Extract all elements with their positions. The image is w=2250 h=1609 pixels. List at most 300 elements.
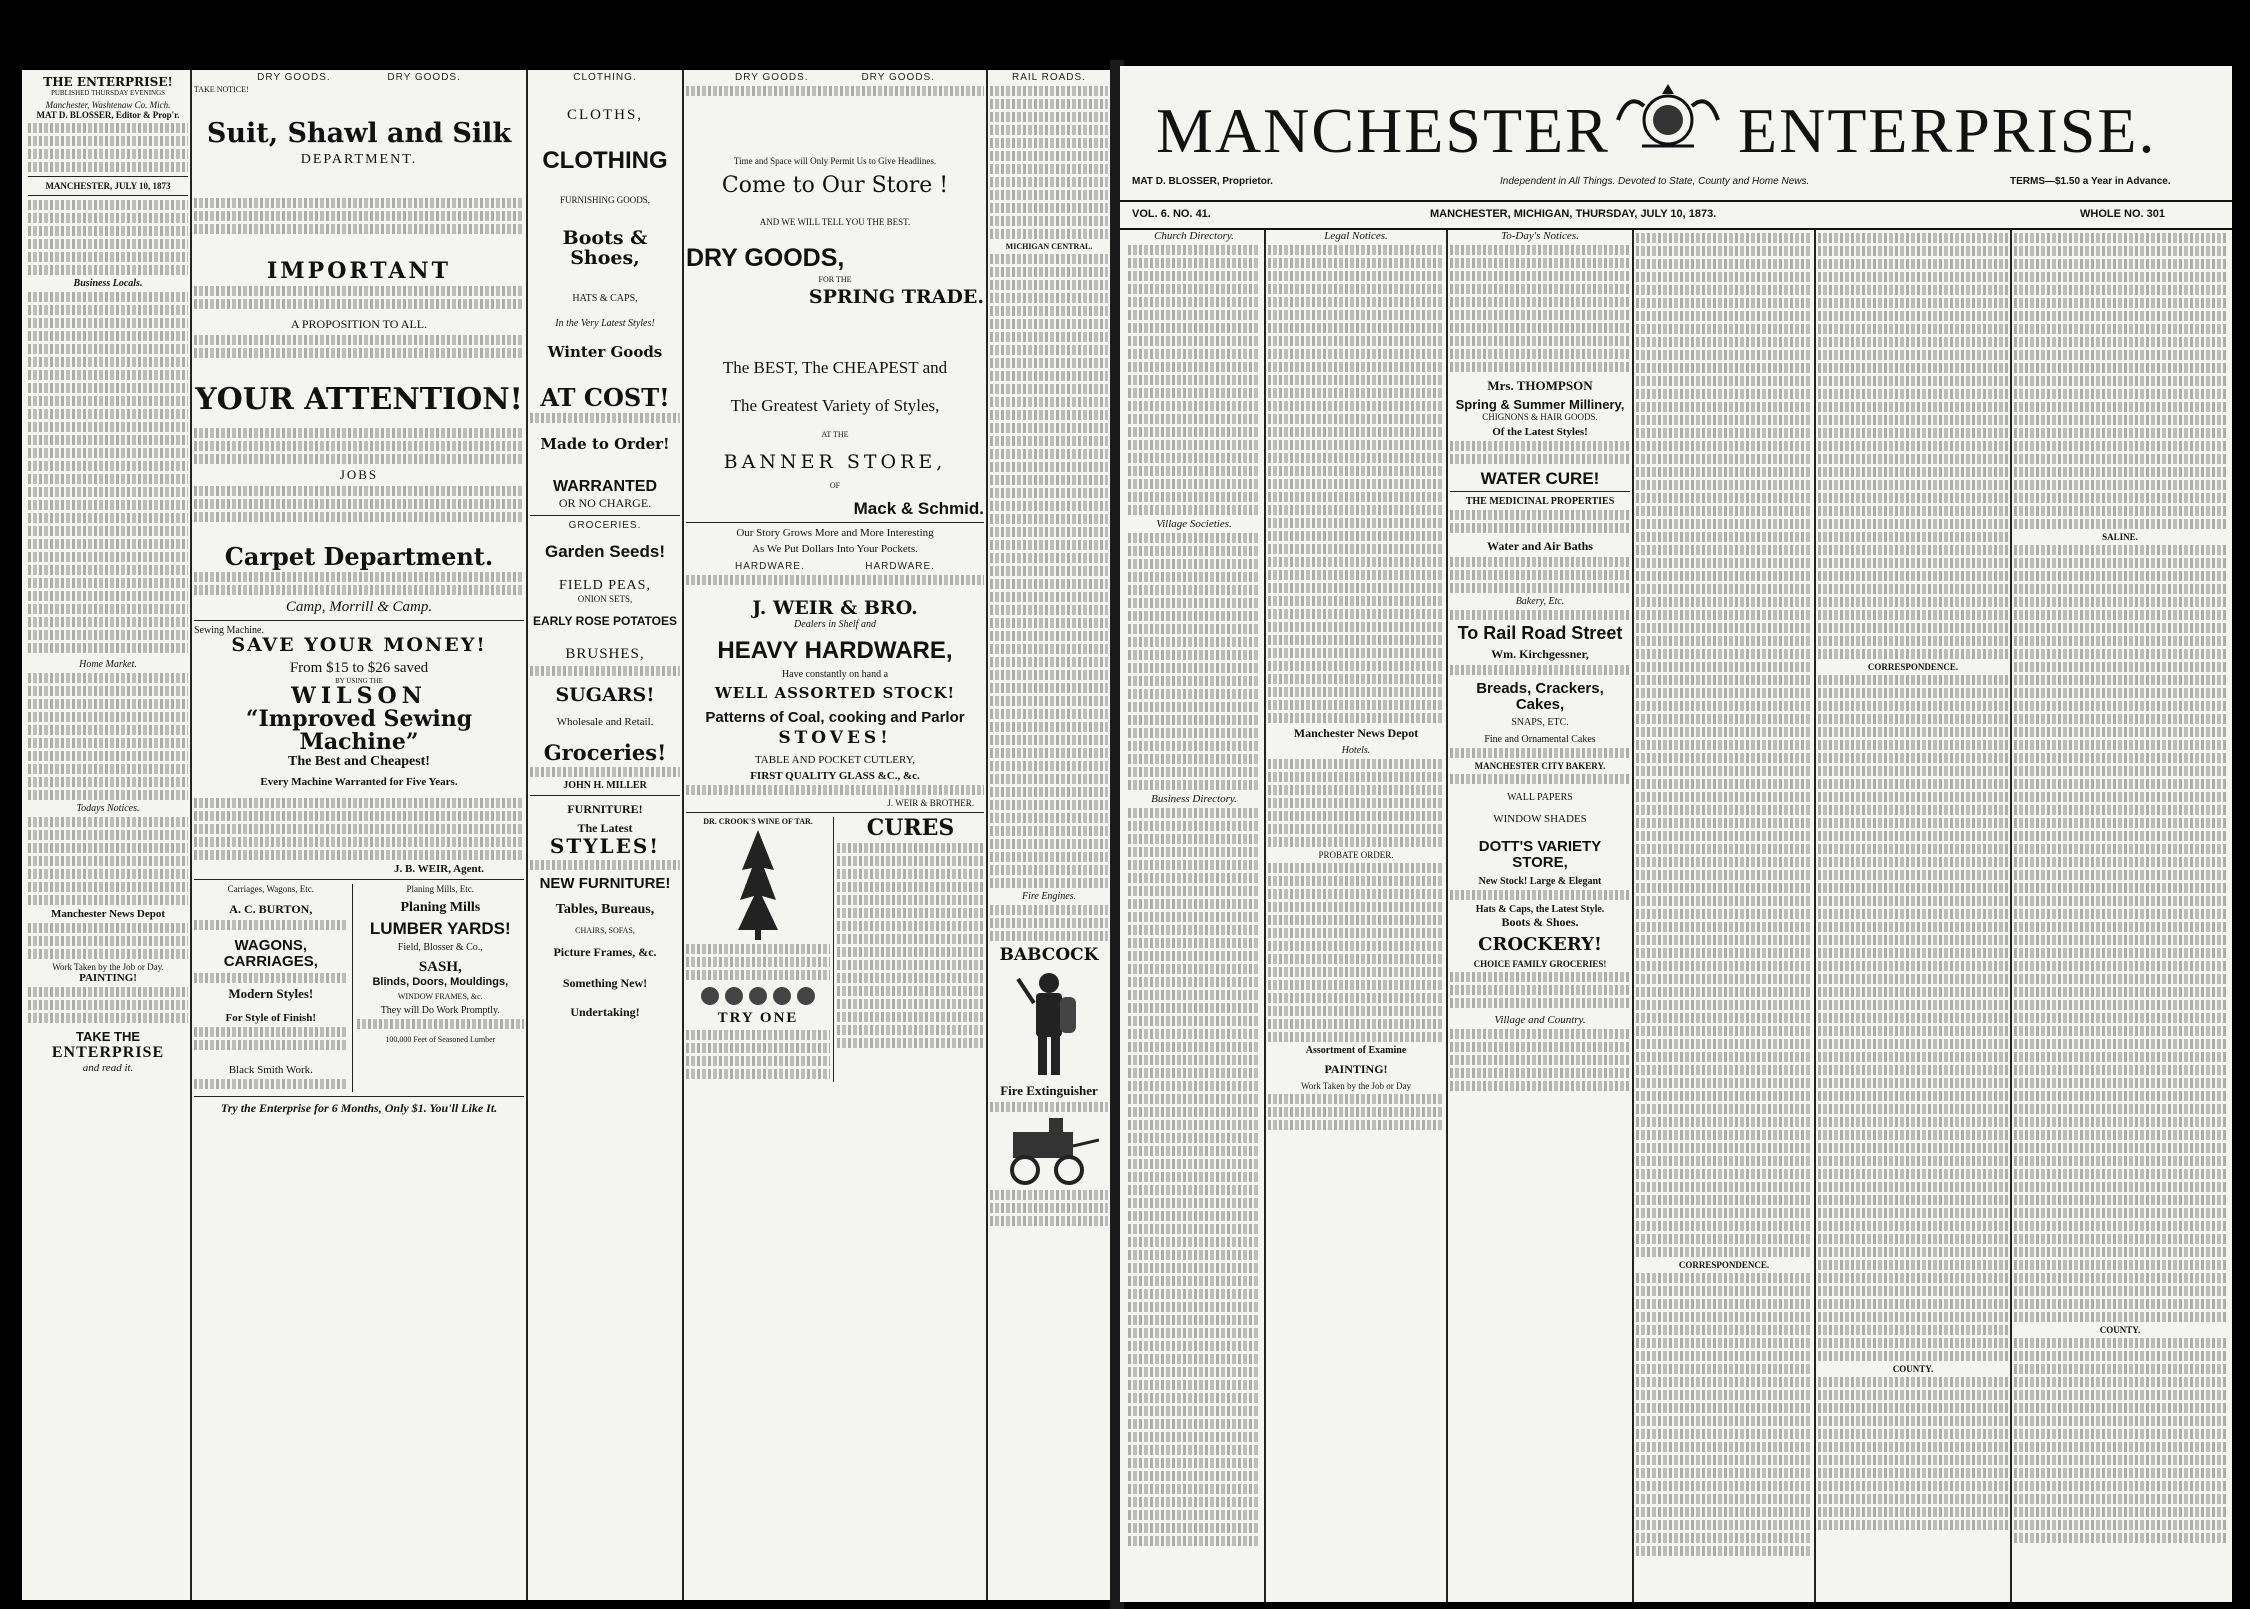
body-text-line [1636,714,1812,724]
body-text-line [2014,948,2226,958]
body-text-line [1128,440,1260,450]
body-text-line [28,383,188,393]
right-columns [1120,230,2232,1602]
table-pocket-cutlery: TABLE AND POCKET CUTLERY, [754,753,916,766]
body-text-line [1450,523,1630,533]
body-text-line [1818,1195,2008,1205]
right-page [1120,66,2232,1602]
new-furniture: NEW FURNITURE! [539,875,671,893]
body-text-line [2014,1143,2226,1153]
body-text-line [194,286,524,296]
body-text-line [1128,349,1260,359]
body-text-line [194,585,524,595]
body-text-line [1818,324,2008,334]
body-text-line [1636,363,1812,373]
body-text-line [530,413,680,423]
body-text-line [1818,532,2008,542]
body-text-line [28,200,188,210]
body-text-line [990,190,1108,200]
body-text-line [1636,1520,1812,1530]
body-text-line [1268,258,1444,268]
body-text-line [1128,427,1260,437]
body-text-line [1128,1224,1260,1234]
body-text-line [2014,1091,2226,1101]
body-text-line [1636,454,1812,464]
body-text-line [990,138,1108,148]
body-text-line [1128,310,1260,320]
body-text-line [1450,972,1630,982]
body-text-line [28,239,188,249]
body-text-line [28,817,188,827]
body-text-line [1636,558,1812,568]
body-text-line [990,254,1108,264]
body-text-line [1636,1182,1812,1192]
masthead [1120,66,2232,186]
heavy-hardware: HEAVY HARDWARE, [717,637,953,664]
hotels: Hotels. [1341,745,1371,756]
kirchgessner: Wm. Kirchgessner, [1491,647,1589,662]
body-text-line [990,488,1108,498]
of: OF [829,481,841,491]
body-text-line [837,973,984,983]
body-text-line [1268,954,1444,964]
body-text-line [1268,284,1444,294]
body-text-line [1268,622,1444,632]
business-locals-heading: Business Locals. [73,277,143,289]
body-text-line [2014,714,2226,724]
fire-engines: Fire Engines. [1021,891,1077,902]
body-text-line [1268,596,1444,606]
banner-store: BANNER STORE, [723,451,947,474]
body-text-line [990,293,1108,303]
body-text-line [1636,285,1812,295]
body-text-line [2014,493,2226,503]
body-text-line [1818,1286,2008,1296]
body-text-line [1636,623,1812,633]
body-text-line [1268,505,1444,515]
body-text-line [2014,649,2226,659]
chignons: CHIGNONS & HAIR GOODS. [1482,411,1598,422]
body-text-line [2014,1429,2226,1439]
right-col-2 [1268,230,1444,1602]
body-text-line [2014,662,2226,672]
body-text-line [1128,1029,1260,1039]
body-text-line [1128,650,1260,660]
left-col-2 [194,70,524,1600]
body-text-line [1818,805,2008,815]
body-text-line [1268,967,1444,977]
body-text-line [2014,831,2226,841]
section-dry-goods-3: DRY GOODS. [735,72,809,83]
body-text-line [1128,1159,1260,1169]
planing-mills: Planing Mills [400,900,481,916]
body-text-line [1450,258,1630,268]
body-text-line [1818,298,2008,308]
body-text-line [1636,376,1812,386]
body-text-line [1818,1429,2008,1439]
body-text-line [28,843,188,853]
body-text-line [28,448,188,458]
patterns-coal: Patterns of Coal, cooking and Parlor [705,708,965,726]
body-text-line [2014,935,2226,945]
body-text-line [2014,870,2226,880]
body-text-line [1268,876,1444,886]
body-text-line [2014,519,2226,529]
body-text-line [1128,492,1260,502]
body-text-line [2014,779,2226,789]
body-text-line [2014,1273,2226,1283]
body-text-line [990,618,1108,628]
body-text-line [1268,362,1444,372]
body-text-line [1636,727,1812,737]
right-col-3 [1450,230,1630,1602]
body-text-line [194,428,524,438]
body-text-line [28,856,188,866]
crockery: CROCKERY! [1478,934,1602,956]
correspondence-2: CORRESPONDENCE. [1867,662,1959,672]
body-text-line [1636,1052,1812,1062]
body-text-line [1268,375,1444,385]
body-text-line [1128,1497,1260,1507]
body-text-line [1818,688,2008,698]
early-rose: EARLY ROSE POTATOES [532,614,678,629]
body-text-line [990,319,1108,329]
story-grows: Our Story Grows More and More Interesting [736,527,934,540]
body-text-line [530,860,680,870]
body-text-line [990,151,1108,161]
terms: TERMS—$1.50 a Year in Advance. [2010,176,2171,187]
time-and-space: Time and Space will Only Permit Us to Give Headlines. [733,156,937,166]
right-col-6 [2014,230,2226,1602]
body-text-line [28,923,188,933]
body-text-line [28,830,188,840]
body-text-line [1818,441,2008,451]
wagons-carriages: WAGONS, CARRIAGES, [223,937,318,971]
body-text-line [1818,870,2008,880]
body-text-line [1636,896,1812,906]
body-text-line [1636,259,1812,269]
take-the: TAKE THE [75,1028,141,1044]
body-text-line [1128,951,1260,961]
jobs: JOBS [339,466,379,482]
body-text-line [1818,1065,2008,1075]
body-text-line [990,657,1108,667]
fire-extinguisher: Fire Extinguisher [1000,1082,1098,1098]
best-cheapest-and: The BEST, The CHEAPEST and [722,358,948,378]
body-text-line [1450,557,1630,567]
column-rule [682,70,684,1600]
body-text-line [1268,687,1444,697]
body-text-line [2014,701,2226,711]
body-text-line [2014,753,2226,763]
body-text-line [1268,928,1444,938]
body-text-line [1450,1068,1630,1078]
body-text-line [1268,440,1444,450]
body-text-line [2014,1351,2226,1361]
medicine-bottles-illustration [698,984,818,1006]
body-text-line [194,454,524,464]
body-text-line [1268,609,1444,619]
body-text-line [837,908,984,918]
rail-road-street: To Rail Road Street [1457,623,1623,644]
take-notice: TAKE NOTICE! [194,85,249,94]
body-text-line [1636,1312,1812,1322]
body-text-line [1636,1221,1812,1231]
fire-engine-illustration [999,1116,1099,1186]
body-text-line [1818,1390,2008,1400]
body-text-line [1128,1146,1260,1156]
body-text-line [1636,1234,1812,1244]
by-using: BY USING THE [335,677,383,686]
weir-bro: J. WEIR & BRO. [752,597,918,620]
body-text-line [1128,1289,1260,1299]
body-text-line [1818,376,2008,386]
body-text-line [28,699,188,709]
body-text-line [1636,740,1812,750]
water-cure: WATER CURE! [1480,468,1600,488]
body-text-line [990,774,1108,784]
body-text-line [1636,1195,1812,1205]
body-text-line [1128,258,1260,268]
family-groceries: CHOICE FAMILY GROCERIES! [1473,959,1607,970]
body-text-line [1128,1523,1260,1533]
seasoned-lumber: 100,000 Feet of Seasoned Lumber [385,1035,496,1045]
body-text-line [1128,271,1260,281]
body-text-line [837,960,984,970]
body-text-line [194,837,524,847]
style-of-finish: For Style of Finish! [225,1011,317,1024]
assortment: Assortment of Examine [1305,1045,1407,1056]
for-the: FOR THE [818,275,852,285]
and-read-it: and read it. [82,1061,134,1074]
body-text-line [990,566,1108,576]
body-text-line [1636,324,1812,334]
body-text-line [1128,624,1260,634]
body-text-line [28,461,188,471]
enterprise-ad: ENTERPRISE [51,1043,165,1061]
mack-schmid: Mack & Schmid. [853,499,984,519]
at-cost: AT COST! [540,382,670,412]
body-text-line [1818,1481,2008,1491]
best-and-cheapest: The Best and Cheapest! [288,754,430,770]
body-text-line [1636,545,1812,555]
body-text-line [990,345,1108,355]
body-text-line [194,1040,348,1050]
section-hardware: HARDWARE. [735,561,805,573]
body-text-line [2014,259,2226,269]
body-text-line [28,226,188,236]
body-text-line [1636,519,1812,529]
body-text-line [1818,311,2008,321]
body-text-line [1268,772,1444,782]
body-text-line [990,918,1108,928]
whole-number: WHOLE NO. 301 [2080,208,2165,220]
masthead-left: MANCHESTER [1156,95,1610,166]
body-text-line [990,905,1108,915]
body-text-line [2014,818,2226,828]
right-col-1 [1128,230,1260,1602]
body-text-line [1636,467,1812,477]
body-text-line [1636,753,1812,763]
well-assorted: WELL ASSORTED STOCK! [714,684,956,703]
body-text-line [1268,1107,1444,1117]
body-text-line [2014,1026,2226,1036]
body-text-line [1818,1468,2008,1478]
body-text-line [28,305,188,315]
body-text-line [1268,980,1444,990]
body-text-line [2014,480,2226,490]
body-text-line [1818,259,2008,269]
body-text-line [2014,636,2226,646]
body-text-line [2014,298,2226,308]
body-text-line [1818,571,2008,581]
body-text-line [1636,532,1812,542]
body-text-line [1268,336,1444,346]
body-text-line [990,527,1108,537]
body-text-line [1636,857,1812,867]
body-text-line [1128,1302,1260,1312]
body-text-line [28,987,188,997]
body-text-line [2014,1533,2226,1543]
body-text-line [2014,1468,2226,1478]
body-text-line [1128,1016,1260,1026]
body-text-line [1818,974,2008,984]
body-text-line [1268,388,1444,398]
body-text-line [1450,998,1630,1008]
body-text-line [1268,635,1444,645]
body-text-line [1450,323,1630,333]
body-text-line [990,436,1108,446]
body-text-line [2014,1299,2226,1309]
body-text-line [357,1019,524,1029]
body-text-line [1268,1094,1444,1104]
something-new: Something New! [562,976,648,991]
body-text-line [28,764,188,774]
body-text-line [1818,1312,2008,1322]
body-text-line [1818,1520,2008,1530]
body-text-line [530,666,680,676]
body-text-line [1128,1341,1260,1351]
body-text-line [2014,441,2226,451]
body-text-line [2014,909,2226,919]
body-text-line [1636,805,1812,815]
body-text-line [990,164,1108,174]
body-text-line [990,501,1108,511]
body-text-line [1268,401,1444,411]
your-attention: YOUR ATTENTION! [195,382,523,418]
suit-shawl-silk: Suit, Shawl and Silk [206,118,512,149]
body-text-line [1128,1198,1260,1208]
body-text-line [1128,1042,1260,1052]
body-text-line [2014,805,2226,815]
body-text-line [28,422,188,432]
body-text-line [1636,662,1812,672]
body-text-line [1636,402,1812,412]
body-text-line [28,162,188,172]
body-text-line [990,800,1108,810]
body-text-line [28,136,188,146]
body-text-line [1636,441,1812,451]
body-text-line [990,865,1108,875]
body-text-line [2014,402,2226,412]
body-text-line [2014,1234,2226,1244]
body-text-line [1268,648,1444,658]
body-text-line [1818,896,2008,906]
paper-name: THE ENTERPRISE! [43,75,173,89]
body-text-line [1636,675,1812,685]
body-text-line [1636,1091,1812,1101]
section-groceries: GROCERIES. [568,519,642,531]
body-text-line [1128,847,1260,857]
body-text-line [1268,492,1444,502]
body-text-line [1636,1377,1812,1387]
try-enterprise: Try the Enterprise for 6 Months, Only $1. You'll Like It. [220,1100,498,1115]
body-text-line [990,229,1108,239]
body-text-line [1268,889,1444,899]
body-text-line [1818,857,2008,867]
section-clothing: CLOTHING. [573,72,637,83]
dateline-bar [1120,200,2232,230]
body-text-line [990,475,1108,485]
body-text-line [1450,271,1630,281]
body-text-line [1818,558,2008,568]
body-text-line [1268,915,1444,925]
body-text-line [28,331,188,341]
come-to-our-store: Come to Our Store ! [721,173,949,198]
body-text-line [1818,649,2008,659]
body-text-line [990,462,1108,472]
body-text-line [990,1203,1108,1213]
body-text-line [2014,350,2226,360]
body-text-line [1636,883,1812,893]
body-text-line [1128,1211,1260,1221]
body-text-line [1636,987,1812,997]
body-text-line [28,895,188,905]
body-text-line [837,999,984,1009]
body-text-line [990,878,1108,888]
have-constantly: Have constantly on hand a [781,669,889,681]
body-text-line [1818,467,2008,477]
hats-caps: HATS & CAPS, [572,293,638,305]
body-text-line [1636,1325,1812,1335]
body-text-line [1636,1013,1812,1023]
body-text-line [1636,1338,1812,1348]
work-promptly: They will Do Work Promptly. [380,1005,500,1017]
body-text-line [1636,1273,1812,1283]
body-text-line [990,514,1108,524]
body-text-line [2014,1390,2226,1400]
left-col-4 [686,70,984,1600]
body-text-line [1636,1208,1812,1218]
body-text-line [990,449,1108,459]
body-text-line [28,790,188,800]
body-text-line [1818,233,2008,243]
sugars: SUGARS! [555,684,655,707]
stoves: STOVES! [778,727,892,748]
body-text-line [1636,1351,1812,1361]
body-text-line [1268,785,1444,795]
body-text-line [1818,597,2008,607]
body-text-line [2014,623,2226,633]
body-text-line [990,826,1108,836]
body-text-line [1818,1117,2008,1127]
body-text-line [1818,1208,2008,1218]
body-text-line [2014,1169,2226,1179]
body-text-line [1450,610,1630,620]
body-text-line [1636,1156,1812,1166]
body-text-line [1636,415,1812,425]
body-text-line [686,944,830,954]
